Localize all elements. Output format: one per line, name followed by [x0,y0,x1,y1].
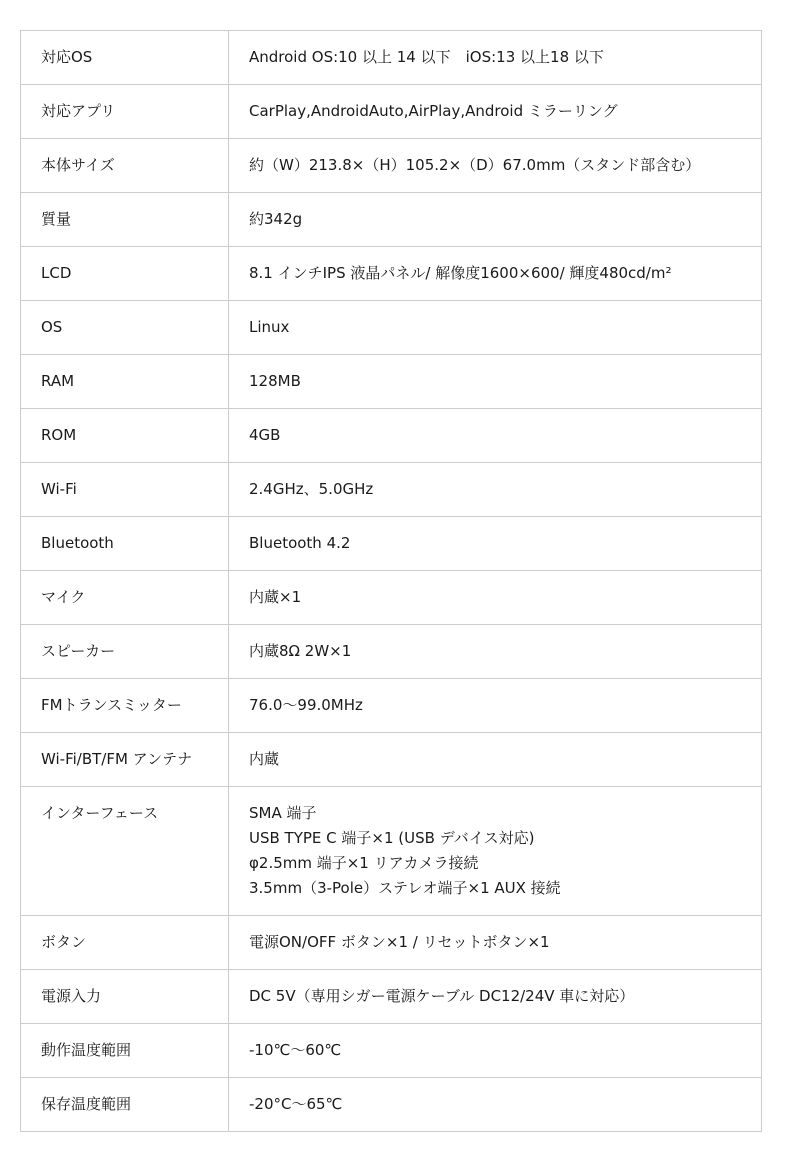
spec-value [229,247,762,301]
spec-value [229,85,762,139]
spec-value-line: 3.5mm（3-Pole）ステレオ端子×1 AUX 接続 [249,879,561,897]
spec-row [21,517,762,571]
spec-label: 電源入力 [21,970,229,1024]
spec-label: 質量 [21,193,229,247]
spec-value-line: 4GB [249,426,281,444]
spec-value-line: 76.0〜99.0MHz [249,696,363,714]
spec-row [21,1078,762,1132]
spec-value [229,625,762,679]
spec-value [229,970,762,1024]
spec-label: ボタン [21,916,229,970]
spec-row [21,679,762,733]
spec-value-line: -10℃〜60℃ [249,1041,342,1059]
spec-row [21,733,762,787]
spec-label: マイク [21,571,229,625]
spec-value-line: φ2.5mm 端子×1 リアカメラ接続 [249,854,479,872]
spec-value-line: 約342g [249,210,303,228]
spec-row [21,787,762,916]
spec-row [21,916,762,970]
spec-value-line: 8.1 インチIPS 液晶パネル/ 解像度1600×600/ 輝度480cd/m² [249,264,672,282]
spec-label: 動作温度範囲 [21,1024,229,1078]
spec-row [21,247,762,301]
spec-value [229,1024,762,1078]
spec-value [229,679,762,733]
spec-value [229,787,762,916]
spec-row [21,193,762,247]
spec-label: Wi-Fi/BT/FM アンテナ [21,733,229,787]
spec-row [21,301,762,355]
spec-label: 保存温度範囲 [21,1078,229,1132]
spec-label: インターフェース [21,787,229,916]
spec-label: 対応OS [21,31,229,85]
spec-label: 対応アプリ [21,85,229,139]
spec-table [20,30,762,1132]
spec-label: OS [21,301,229,355]
spec-value [229,517,762,571]
spec-value-line: Android OS:10 以上 14 以下 iOS:13 以上18 以下 [249,48,604,66]
spec-value-line: CarPlay,AndroidAuto,AirPlay,Android ミラーリング [249,102,618,120]
spec-value-line: Linux [249,318,290,336]
spec-row [21,463,762,517]
spec-label: ROM [21,409,229,463]
spec-value-line: 約（W）213.8×（H）105.2×（D）67.0mm（スタンド部含む） [249,156,701,174]
spec-value-line: -20°C〜65℃ [249,1095,343,1113]
spec-row [21,1024,762,1078]
spec-value [229,463,762,517]
spec-value-line: USB TYPE C 端子×1 (USB デバイス対応) [249,829,535,847]
spec-value-line: DC 5V（専用シガー電源ケーブル DC12/24V 車に対応） [249,987,635,1005]
spec-value [229,355,762,409]
spec-value [229,409,762,463]
spec-value-line: 内蔵 [249,750,280,768]
spec-value [229,139,762,193]
spec-row [21,625,762,679]
spec-value [229,31,762,85]
spec-value-line: 内蔵8Ω 2W×1 [249,642,352,660]
spec-row [21,571,762,625]
spec-value [229,193,762,247]
spec-value [229,571,762,625]
spec-row [21,139,762,193]
spec-table-body [21,31,762,1132]
spec-value [229,301,762,355]
spec-value-line: SMA 端子 [249,804,317,822]
spec-value-line: 2.4GHz、5.0GHz [249,480,374,498]
spec-value-line: 内蔵×1 [249,588,302,606]
spec-row [21,970,762,1024]
spec-row [21,31,762,85]
spec-value-line: Bluetooth 4.2 [249,534,351,552]
spec-label: スピーカー [21,625,229,679]
spec-label: LCD [21,247,229,301]
spec-row [21,355,762,409]
spec-label: FMトランスミッター [21,679,229,733]
spec-value-line: 128MB [249,372,301,390]
spec-value [229,1078,762,1132]
spec-row [21,85,762,139]
spec-label: Bluetooth [21,517,229,571]
spec-label: RAM [21,355,229,409]
spec-value [229,916,762,970]
spec-label: Wi-Fi [21,463,229,517]
spec-label: 本体サイズ [21,139,229,193]
spec-value [229,733,762,787]
spec-value-line: 電源ON/OFF ボタン×1 / リセットボタン×1 [249,933,550,951]
spec-row [21,409,762,463]
